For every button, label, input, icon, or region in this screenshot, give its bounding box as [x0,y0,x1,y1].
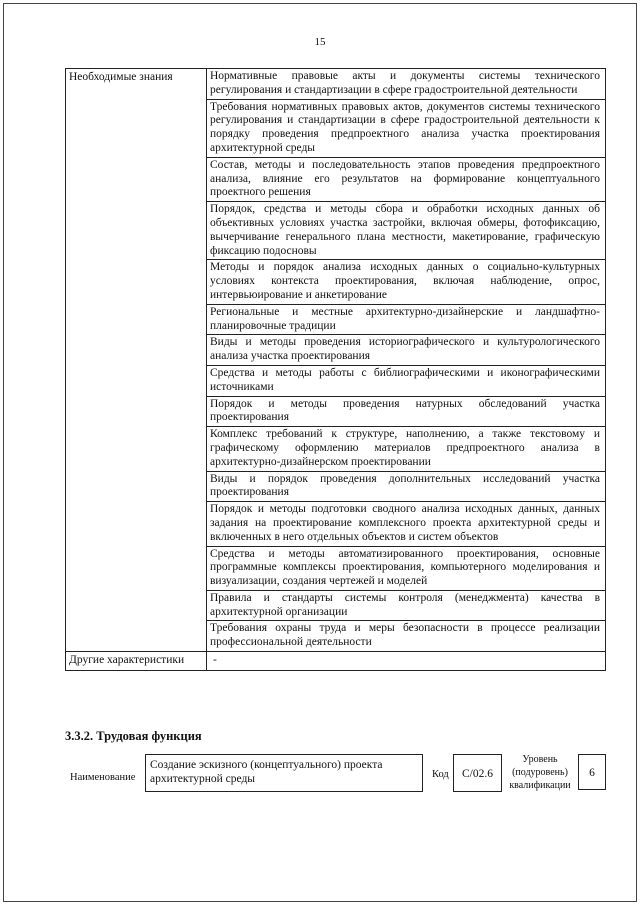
other-characteristics-label: Другие характеристики [66,652,207,671]
knowledge-item: Состав, методы и последовательность этапов проведения предпроектного анализа, влияние его результатов на формирование концептуального проектного решения [207,158,605,202]
knowledge-item: Средства и методы автоматизированного проектирования, основные программные комплексы проектирования, компьютерного моделирования и визуализации, создания чертежей и моделей [207,547,605,591]
table-row [66,652,606,671]
required-knowledge-label: Необходимые знания [66,69,207,652]
qualification-level-box: 6 [578,754,606,790]
qualification-level-label: Уровень (подуровень) квалификации [509,754,571,791]
page-number: 15 [314,36,326,48]
function-code-box: C/02.6 [453,754,502,792]
knowledge-item: Порядок и методы проведения натурных обследований участка проектирования [207,397,605,428]
knowledge-item: Методы и порядок анализа исходных данных о социально-культурных условиях контекста проектирования, включая наблюдение, опрос, интервьюирование и анкетирование [207,260,605,304]
other-characteristics-value: - [207,652,606,671]
knowledge-item: Порядок, средства и методы сбора и обработки исходных данных об объективных условиях участка застройки, включая обмеры, фотофиксацию, вычерчивание генерального плана местности, макетирование, графическую фиксацию подосновы [207,202,605,260]
table-row [66,69,606,652]
function-name-box: Создание эскизного (концептуального) проекта архитектурной среды [145,754,423,792]
knowledge-item: Средства и методы работы с библиографическими и иконографическими источниками [207,366,605,397]
knowledge-items [207,69,606,652]
knowledge-item: Правила и стандарты системы контроля (менеджмента) качества в архитектурной организации [207,591,605,622]
knowledge-item: Комплекс требований к структуре, наполнению, а также текстовому и графическому оформлению материалов предпроектного анализа в архитектурно-дизайнерском проектировании [207,427,605,471]
name-label: Наименование [70,772,136,783]
knowledge-item: Требования охраны труда и меры безопасности в процессе реализации профессиональной деятельности [210,622,600,649]
code-label: Код [432,769,449,780]
knowledge-item: Виды и порядок проведения дополнительных исследований участка проектирования [207,472,605,503]
knowledge-item: Требования нормативных правовых актов, документов системы технического регулирования и стандартизации в сфере градостроительной деятельности к порядку проведения предпроектного анализа участка проектирования архитектурной среды [207,100,605,158]
knowledge-item: Региональные и местные архитектурно-дизайнерские и ландшафтно-планировочные традиции [207,305,605,336]
knowledge-item: Порядок и методы подготовки сводного анализа исходных данных, данных задания на проектирование комплексного проекта архитектурной среды и включенных в него отдельных объектов и систем объектов [207,502,605,546]
knowledge-item: Виды и методы проведения историографического и культурологического анализа участка проектирования [207,335,605,366]
section-title: 3.3.2. Трудовая функция [65,729,202,743]
knowledge-item: Нормативные правовые акты и документы системы технического регулирования и стандартизации в сфере градостроительной деятельности [207,69,605,100]
knowledge-table [65,68,606,671]
